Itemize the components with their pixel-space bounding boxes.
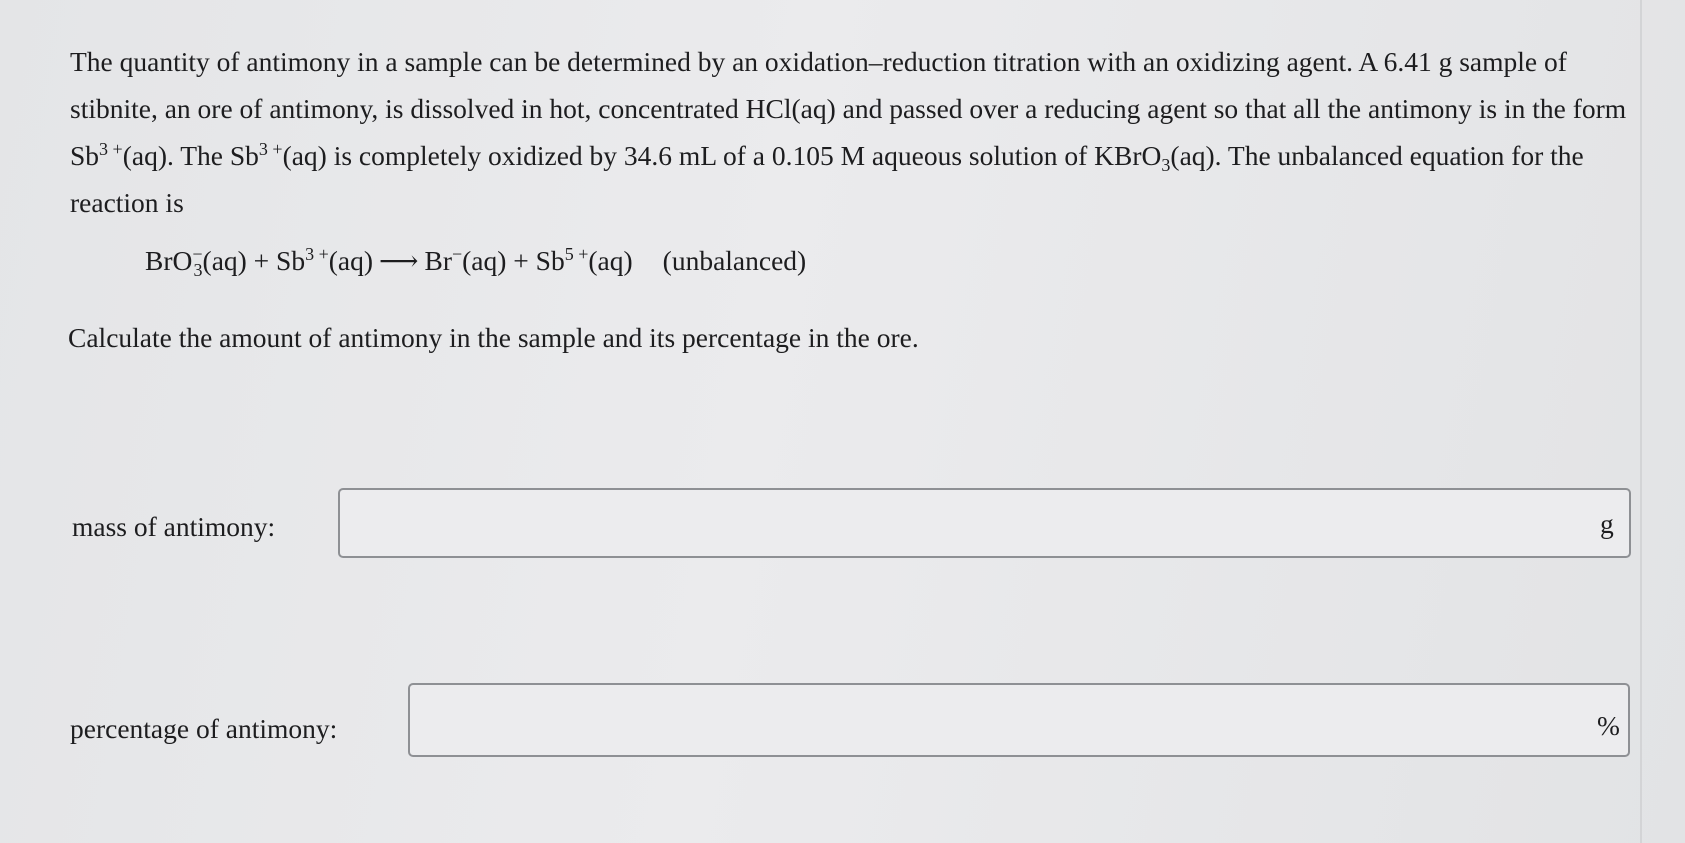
charge-superscript: 3 + bbox=[258, 139, 283, 159]
charge-superscript: − bbox=[192, 244, 203, 264]
problem-statement bbox=[70, 38, 1630, 226]
equation-part: (aq) + Sb bbox=[462, 245, 565, 276]
charge-superscript: 5 + bbox=[564, 244, 589, 264]
mass-input-box[interactable] bbox=[338, 488, 1631, 558]
problem-text bbox=[70, 38, 1630, 226]
mass-input[interactable] bbox=[340, 490, 1629, 556]
problem-text-part: (aq). The unbalanced equation for the reaction is bbox=[70, 140, 1584, 218]
percent-label: percentage of antimony: bbox=[70, 713, 338, 744]
bromate-formula: BrO bbox=[145, 245, 193, 276]
question-text: Calculate the amount of antimony in the sample and its percentage in the ore. bbox=[68, 322, 919, 353]
mass-answer-row bbox=[72, 488, 1632, 560]
charge-superscript: − bbox=[451, 244, 463, 264]
mass-label: mass of antimony: bbox=[72, 511, 276, 542]
problem-text-part: (aq). The Sb bbox=[122, 140, 259, 171]
reaction-equation bbox=[145, 244, 807, 280]
problem-text-part: The quantity of antimony in a sample can be determined by an oxidation–reduction titration with an oxidizing agent. A 6.41 g sample of stibnite, an ore of antimony, is dissolved in hot, concentrated HCl(aq) and passed over a reducing agent so that all the antimony is in the form Sb bbox=[70, 46, 1627, 171]
percent-answer-row bbox=[70, 683, 1630, 755]
charge-superscript: 3 + bbox=[305, 244, 329, 264]
percent-input[interactable] bbox=[410, 685, 1628, 755]
mass-unit: g bbox=[1600, 508, 1614, 539]
equation-part: (aq) bbox=[588, 245, 633, 276]
formula-subscript: 3 bbox=[1161, 155, 1171, 175]
bromide-formula: Br bbox=[424, 245, 452, 276]
problem-text-part: (aq) is completely oxidized by 34.6 mL of a 0.105 M aqueous solution of KBrO bbox=[282, 140, 1162, 171]
equation-part: (aq) bbox=[328, 245, 374, 276]
equation-part: (aq) + Sb bbox=[202, 245, 306, 276]
formula-subscript: 3 bbox=[193, 260, 203, 280]
reaction-arrow-icon: ⟶ bbox=[379, 245, 419, 276]
charge-superscript: 3 + bbox=[99, 139, 123, 159]
percent-input-box[interactable] bbox=[408, 683, 1630, 757]
percent-unit: % bbox=[1597, 710, 1620, 741]
unbalanced-note: (unbalanced) bbox=[662, 245, 807, 276]
